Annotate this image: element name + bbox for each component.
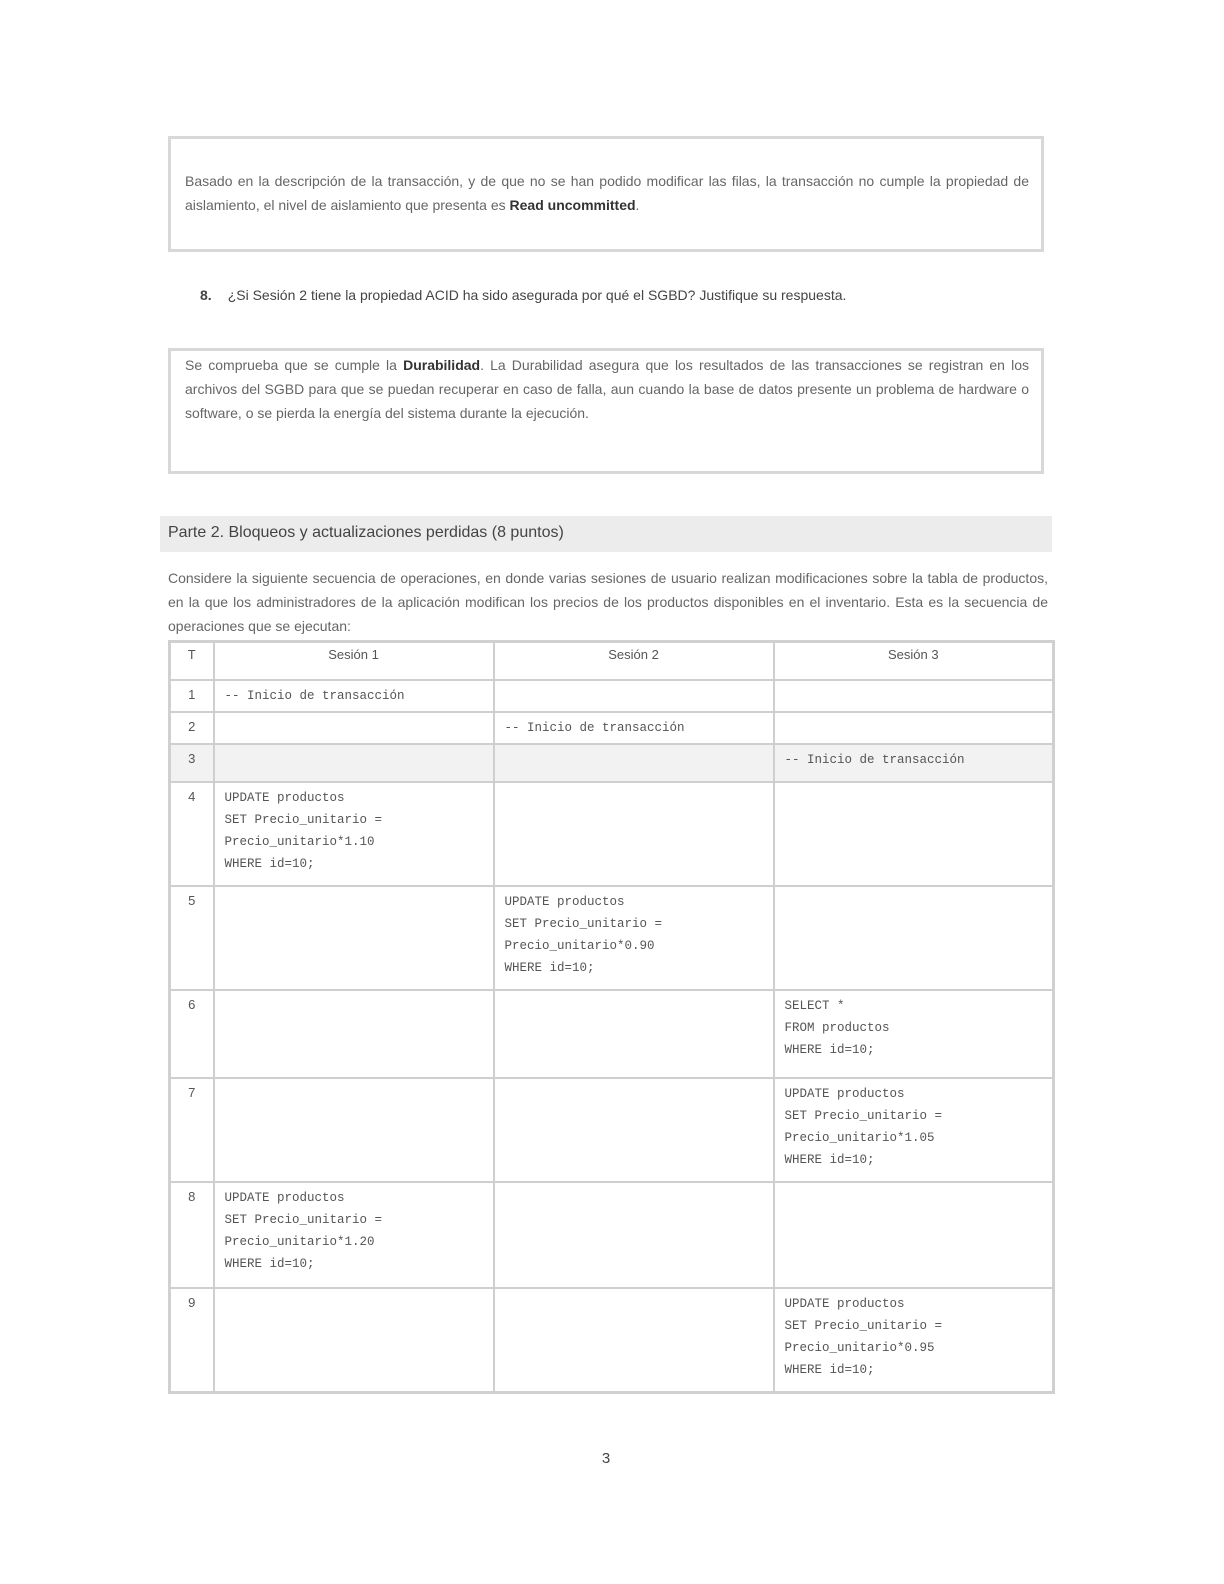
cell-session-2 (494, 1078, 774, 1182)
header-session-2: Sesión 2 (494, 642, 774, 681)
table-row (170, 744, 1054, 782)
answer-2-text: Se comprueba que se cumple la (185, 357, 404, 373)
cell-session-1 (214, 886, 494, 990)
table-row (170, 712, 1054, 744)
cell-session-2: UPDATE productos SET Precio_unitario = Precio_unitario*0.90 WHERE id=10; (494, 886, 774, 990)
cell-session-2 (494, 782, 774, 886)
cell-session-2 (494, 744, 774, 782)
answer-box-1 (168, 136, 1044, 252)
row-time: 4 (170, 782, 214, 886)
transaction-schedule-table (168, 640, 1055, 1394)
cell-session-1 (214, 744, 494, 782)
cell-session-3: SELECT * FROM productos WHERE id=10; (774, 990, 1054, 1078)
cell-session-1: UPDATE productos SET Precio_unitario = Precio_unitario*1.20 WHERE id=10; (214, 1182, 494, 1288)
cell-session-3: -- Inicio de transacción (774, 744, 1054, 782)
cell-session-1 (214, 1288, 494, 1392)
part-2-intro: Considere la siguiente secuencia de operaciones, en donde varias sesiones de usuario realizan modificaciones sobre la tabla de productos, en la que los administradores de la aplicación modifican los precios de los productos disponibles en el inventario. Esta es la secuencia de operaciones que se ejecutan: (168, 570, 1048, 634)
cell-session-2: -- Inicio de transacción (494, 712, 774, 744)
row-time: 2 (170, 712, 214, 744)
cell-session-3 (774, 712, 1054, 744)
table-row (170, 990, 1054, 1078)
cell-session-2 (494, 1288, 774, 1392)
row-time: 1 (170, 680, 214, 712)
cell-session-1: UPDATE productos SET Precio_unitario = Precio_unitario*1.10 WHERE id=10; (214, 782, 494, 886)
cell-session-1 (214, 990, 494, 1078)
cell-session-2 (494, 990, 774, 1078)
cell-session-2 (494, 1182, 774, 1288)
answer-1-text: Basado en la descripción de la transacción, y de que no se han podido modificar las filas, la transacción no cumple la propiedad de aislamiento, el nivel de aislamiento que presenta es (185, 173, 1029, 213)
answer-1-highlight: Read uncommitted (509, 197, 636, 213)
table-row (170, 680, 1054, 712)
row-time: 8 (170, 1182, 214, 1288)
row-time: 3 (170, 744, 214, 782)
part-2-heading: Parte 2. Bloqueos y actualizaciones perdidas (8 puntos) (160, 516, 1052, 552)
table-row (170, 1182, 1054, 1288)
row-time: 6 (170, 990, 214, 1078)
cell-session-3 (774, 1182, 1054, 1288)
row-time: 9 (170, 1288, 214, 1392)
cell-session-3: UPDATE productos SET Precio_unitario = Precio_unitario*1.05 WHERE id=10; (774, 1078, 1054, 1182)
answer-2-highlight: Durabilidad (403, 357, 481, 373)
cell-session-3 (774, 680, 1054, 712)
question-text: ¿Si Sesión 2 tiene la propiedad ACID ha sido asegurada por qué el SGBD? Justifique su respuesta. (227, 287, 847, 303)
cell-session-2 (494, 680, 774, 712)
cell-session-1: -- Inicio de transacción (214, 680, 494, 712)
answer-1-end: . (635, 197, 640, 213)
table-row (170, 782, 1054, 886)
header-session-3: Sesión 3 (774, 642, 1054, 681)
header-session-1: Sesión 1 (214, 642, 494, 681)
answer-2-end: . La Durabilidad asegura que los resultados de las transacciones se registran en los archivos del SGBD para que se puedan recuperar en caso de falla, aun cuando la base de datos presente un problema de hardware o software, o se pierda la energía del sistema durante la ejecución. (185, 357, 1029, 421)
page-number: 3 (601, 1450, 611, 1467)
cell-session-3 (774, 782, 1054, 886)
cell-session-1 (214, 712, 494, 744)
header-time: T (170, 642, 214, 681)
question-number: 8. (200, 287, 212, 303)
table-row (170, 886, 1054, 990)
row-time: 7 (170, 1078, 214, 1182)
cell-session-1 (214, 1078, 494, 1182)
answer-box-2 (168, 348, 1044, 474)
cell-session-3 (774, 886, 1054, 990)
cell-session-3: UPDATE productos SET Precio_unitario = Precio_unitario*0.95 WHERE id=10; (774, 1288, 1054, 1392)
table-row (170, 1078, 1054, 1182)
table-row (170, 1288, 1054, 1392)
table-header-row (170, 642, 1054, 681)
question-8 (200, 287, 1044, 303)
row-time: 5 (170, 886, 214, 990)
